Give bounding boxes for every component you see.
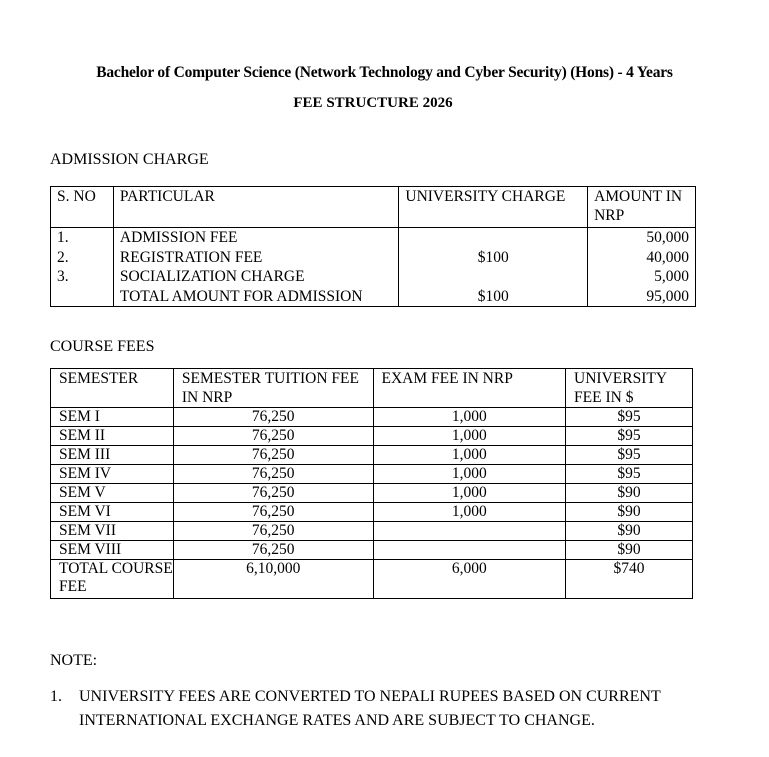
cell-amount: 5,000 xyxy=(588,267,696,287)
cell-exam-fee: 6,000 xyxy=(373,560,566,599)
cell-particular: REGISTRATION FEE xyxy=(113,248,398,268)
cell-particular: TOTAL AMOUNT FOR ADMISSION xyxy=(113,287,398,307)
note-text: UNIVERSITY FEES ARE CONVERTED TO NEPALI RUPEES BASED ON CURRENT INTERNATIONAL EXCHANGE RATES AND ARE SUBJECT TO CHANGE. xyxy=(79,688,661,729)
table-row xyxy=(51,484,693,503)
cell-exam-fee xyxy=(373,522,566,541)
cell-tuition: 76,250 xyxy=(173,427,373,446)
note-number: 1. xyxy=(50,688,62,705)
cell-particular: SOCIALIZATION CHARGE xyxy=(113,267,398,287)
table-total-row xyxy=(51,287,696,307)
cell-semester: SEM I xyxy=(51,408,174,427)
note-label: NOTE: xyxy=(50,652,98,669)
cell-semester: SEM VI xyxy=(51,503,174,522)
cell-tuition: 76,250 xyxy=(173,446,373,465)
cell-exam-fee: 1,000 xyxy=(373,427,566,446)
cell-tuition: 76,250 xyxy=(173,465,373,484)
admission-charge-table xyxy=(50,186,696,307)
table-row xyxy=(51,541,693,560)
table-row xyxy=(51,446,693,465)
cell-semester: SEM IV xyxy=(51,465,174,484)
cell-tuition: 76,250 xyxy=(173,522,373,541)
cell-exam-fee: 1,000 xyxy=(373,484,566,503)
column-header-university-charge: UNIVERSITY CHARGE xyxy=(399,187,588,228)
cell-university-fee: $95 xyxy=(566,446,693,465)
document-title: Bachelor of Computer Science (Network Technology and Cyber Security) (Hons) - 4 Years xyxy=(96,64,673,81)
cell-university-fee: $90 xyxy=(566,484,693,503)
cell-particular: ADMISSION FEE xyxy=(113,228,398,248)
cell-university-charge xyxy=(399,267,588,287)
cell-tuition: 76,250 xyxy=(173,541,373,560)
cell-university-charge: $100 xyxy=(399,248,588,268)
cell-semester: SEM II xyxy=(51,427,174,446)
table-header-row xyxy=(51,369,693,408)
cell-semester: SEM V xyxy=(51,484,174,503)
table-row xyxy=(51,228,696,248)
cell-exam-fee xyxy=(373,541,566,560)
note-item xyxy=(50,685,710,733)
cell-sno: 2. xyxy=(51,248,114,268)
cell-sno: 1. xyxy=(51,228,114,248)
cell-exam-fee: 1,000 xyxy=(373,503,566,522)
cell-exam-fee: 1,000 xyxy=(373,446,566,465)
table-row xyxy=(51,267,696,287)
admission-section-heading: ADMISSION CHARGE xyxy=(50,151,209,168)
document-subtitle: FEE STRUCTURE 2026 xyxy=(293,95,453,111)
cell-amount: 50,000 xyxy=(588,228,696,248)
cell-university-fee: $95 xyxy=(566,408,693,427)
cell-university-fee: $90 xyxy=(566,503,693,522)
cell-university-charge xyxy=(399,228,588,248)
course-fees-table xyxy=(50,368,693,599)
table-row xyxy=(51,248,696,268)
column-header-tuition: SEMESTER TUITION FEE IN NRP xyxy=(173,369,373,408)
cell-sno: 3. xyxy=(51,267,114,287)
column-header-semester: SEMESTER xyxy=(51,369,174,408)
cell-tuition: 76,250 xyxy=(173,503,373,522)
cell-university-charge: $100 xyxy=(399,287,588,307)
cell-semester: SEM VIII xyxy=(51,541,174,560)
cell-university-fee: $740 xyxy=(566,560,693,599)
table-row xyxy=(51,408,693,427)
cell-university-fee: $95 xyxy=(566,427,693,446)
table-row xyxy=(51,465,693,484)
cell-tuition: 76,250 xyxy=(173,484,373,503)
cell-amount: 40,000 xyxy=(588,248,696,268)
column-header-particular: PARTICULAR xyxy=(113,187,398,228)
course-section-heading: COURSE FEES xyxy=(50,338,155,355)
column-header-exam-fee: EXAM FEE IN NRP xyxy=(373,369,566,408)
cell-exam-fee: 1,000 xyxy=(373,465,566,484)
cell-tuition: 6,10,000 xyxy=(173,560,373,599)
cell-semester: SEM VII xyxy=(51,522,174,541)
cell-amount: 95,000 xyxy=(588,287,696,307)
cell-semester: TOTAL COURSE FEE xyxy=(51,560,174,599)
table-row xyxy=(51,503,693,522)
cell-university-fee: $90 xyxy=(566,541,693,560)
cell-semester: SEM III xyxy=(51,446,174,465)
cell-university-fee: $95 xyxy=(566,465,693,484)
cell-sno xyxy=(51,287,114,307)
table-header-row xyxy=(51,187,696,228)
cell-tuition: 76,250 xyxy=(173,408,373,427)
cell-university-fee: $90 xyxy=(566,522,693,541)
table-row xyxy=(51,427,693,446)
column-header-amount: AMOUNT IN NRP xyxy=(588,187,696,228)
column-header-sno: S. NO xyxy=(51,187,114,228)
column-header-university-fee: UNIVERSITY FEE IN $ xyxy=(566,369,693,408)
cell-exam-fee: 1,000 xyxy=(373,408,566,427)
table-total-row xyxy=(51,560,693,599)
table-row xyxy=(51,522,693,541)
